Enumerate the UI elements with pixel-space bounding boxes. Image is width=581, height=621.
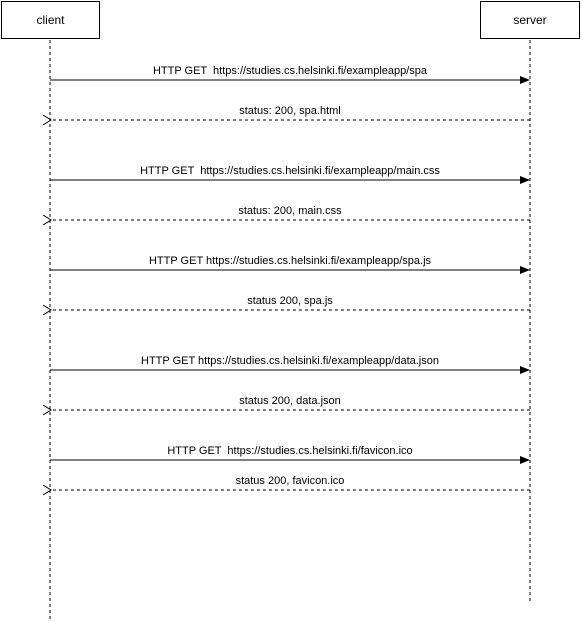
server-actor-label: server xyxy=(513,13,547,27)
client-actor-label: client xyxy=(36,13,65,27)
request-label: HTTP GET https://studies.cs.helsinki.fi/exampleapp/data.json xyxy=(141,355,439,367)
response-label: status: 200, spa.html xyxy=(239,105,341,117)
response-label: status: 200, main.css xyxy=(238,205,342,217)
request-label: HTTP GET https://studies.cs.helsinki.fi/exampleapp/spa xyxy=(152,65,428,77)
response-label: status 200, data.json xyxy=(239,395,341,407)
response-label: status 200, spa.js xyxy=(247,295,333,307)
response-label: status 200, favicon.ico xyxy=(235,475,345,487)
request-label: HTTP GET https://studies.cs.helsinki.fi/exampleapp/spa.js xyxy=(148,255,432,267)
request-label: HTTP GET https://studies.cs.helsinki.fi/exampleapp/main.css xyxy=(140,165,440,177)
request-label: HTTP GET https://studies.cs.helsinki.fi/favicon.ico xyxy=(167,445,413,457)
